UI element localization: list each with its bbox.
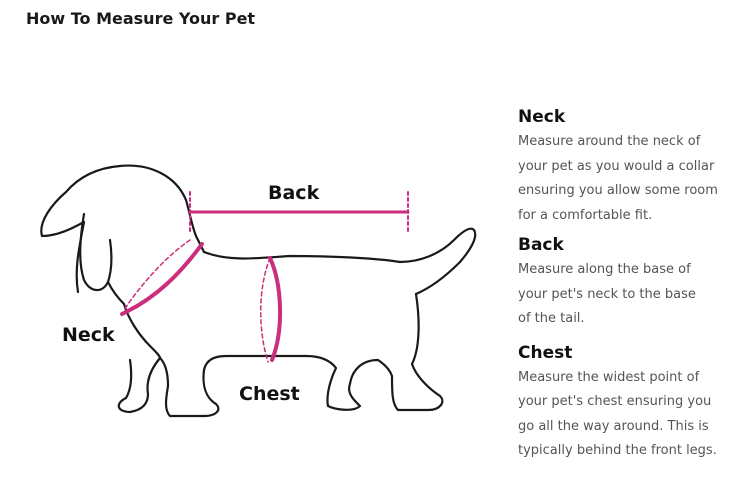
neck-label: Neck bbox=[62, 324, 115, 346]
dog-belly-outline bbox=[204, 356, 306, 370]
neck-description-line: Measure around the neck of bbox=[518, 134, 701, 149]
chest-heading: Chest bbox=[518, 342, 573, 363]
chest-measure-loop bbox=[261, 258, 280, 362]
dog-back-outline bbox=[204, 252, 400, 262]
neck-heading: Neck bbox=[518, 107, 566, 127]
back-description bbox=[518, 258, 746, 332]
dog-tail-outline bbox=[400, 229, 475, 294]
page-title: How To Measure Your Pet bbox=[26, 9, 256, 28]
dog-ear-outline bbox=[80, 214, 111, 290]
back-description-line: of the tail. bbox=[518, 311, 585, 326]
measurement-instructions bbox=[518, 104, 746, 464]
back-heading: Back bbox=[518, 235, 564, 255]
neck-section bbox=[518, 104, 746, 228]
back-label: Back bbox=[268, 182, 320, 204]
chest-description-line: go all the way around. This is bbox=[518, 418, 709, 434]
back-description-line: Measure along the base of bbox=[518, 262, 691, 277]
dog-inner-front-leg-outline bbox=[119, 358, 160, 412]
chest-label: Chest bbox=[239, 383, 300, 405]
back-description-line: your pet's neck to the base bbox=[518, 286, 696, 302]
neck-description-line: for a comfortable fit. bbox=[518, 207, 653, 223]
chest-section bbox=[518, 340, 746, 464]
chest-description-line: typically behind the front legs. bbox=[518, 443, 717, 458]
neck-description-line: your pet as you would a collar bbox=[518, 158, 715, 174]
back-section bbox=[518, 232, 746, 332]
neck-description-line: ensuring you allow some room bbox=[518, 183, 718, 198]
dog-back-leg-outline bbox=[378, 294, 442, 410]
dog-inner-back-leg-outline bbox=[306, 356, 378, 410]
neck-description bbox=[518, 130, 746, 228]
neck-measure-loop bbox=[122, 240, 202, 314]
chest-description bbox=[518, 366, 746, 464]
dog-jaw-outline bbox=[108, 282, 124, 304]
chest-description-line: Measure the widest point of bbox=[518, 369, 700, 385]
chest-description-line: your pet's chest ensuring you bbox=[518, 394, 712, 409]
dog-front-leg-outline bbox=[160, 358, 218, 416]
